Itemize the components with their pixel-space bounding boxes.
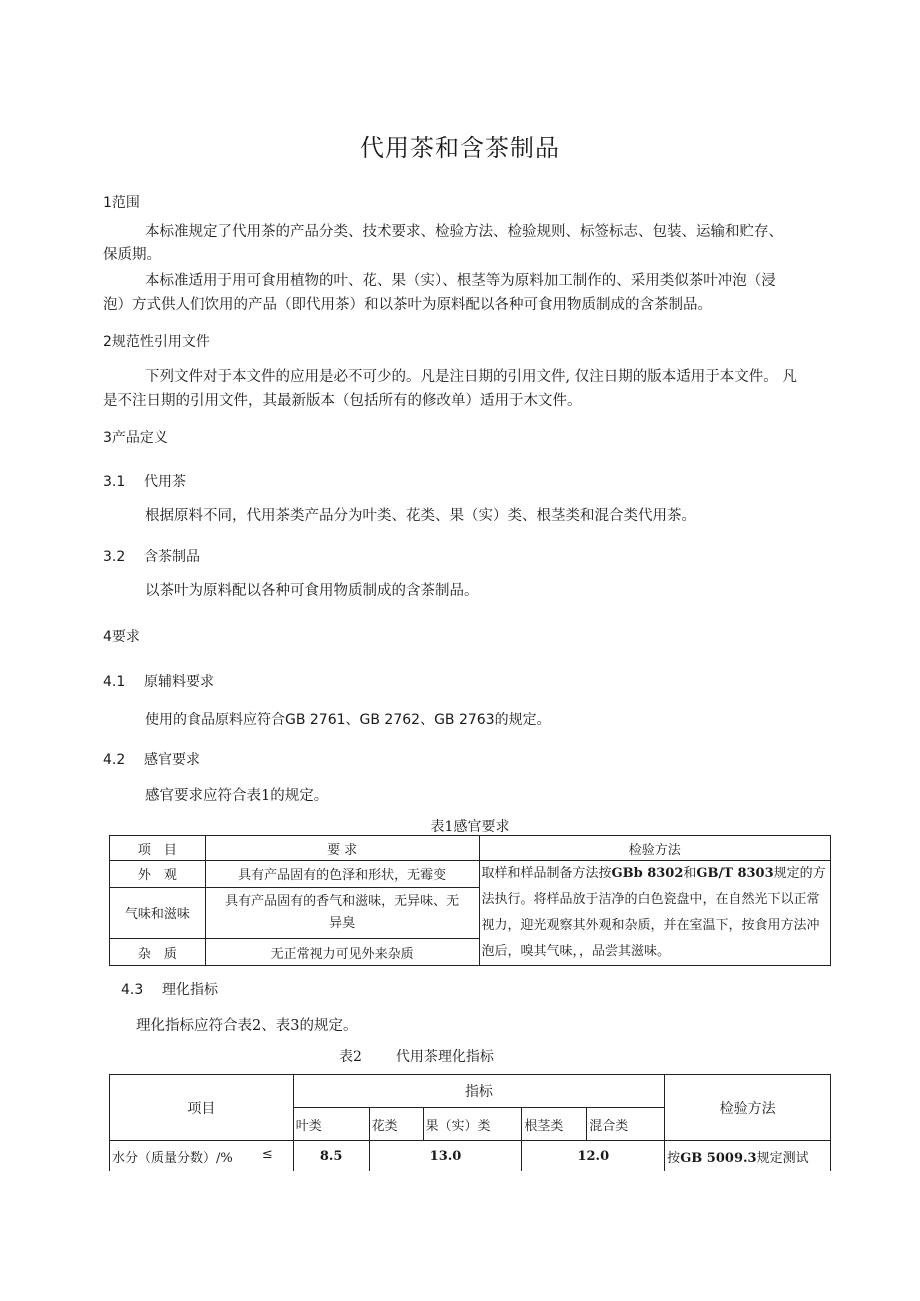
section-3-2-number: 3.2 <box>103 549 126 565</box>
table-2-col-flower: 花类 <box>369 1108 423 1141</box>
table-2-value-leaf-text: 8.5 <box>319 1148 343 1164</box>
table-row <box>110 1141 831 1172</box>
section-4-2-heading <box>103 749 200 769</box>
section-4-2-number: 4.2 <box>103 752 126 768</box>
table-1-header-requirement: 要 求 <box>205 836 479 861</box>
section-1-para-1a: 本标准规定了代用茶的产品分类、技术要求、检验方法、检验规则、标签标志、包装、运输和贮存、 <box>145 224 783 240</box>
section-3-1-title: 代用茶 <box>144 474 186 490</box>
table-2-header-item: 项目 <box>110 1075 294 1141</box>
section-3-2-text: 以茶叶为原料配以各种可食用物质制成的含茶制品。 <box>145 583 479 599</box>
section-2-para-a: 下列文件对于本文件的应用是必不可少的。凡是注日期的引用文件, 仅注日期的版本适用于本文件。 凡 <box>145 369 797 385</box>
section-4-1-text: 使用的食品原料应符合GB 2761、GB 2762、GB 2763的规定。 <box>145 712 551 728</box>
table-1-method-std2: GB/T 8303 <box>696 866 774 881</box>
section-4-2-title: 感官要求 <box>144 752 200 768</box>
table-1-method-std1: GBb 8302 <box>611 866 684 881</box>
table-2-method-post: 规定测试 <box>756 1150 809 1166</box>
section-4-2-text: 感官要求应符合表1的规定。 <box>145 788 329 804</box>
table-2-col-root: 根茎类 <box>522 1108 587 1141</box>
table-1-requirement: 具有产品固有的香气和滋味，无异味、无异臭 <box>205 887 479 939</box>
section-4-heading: 4要求 <box>103 629 140 645</box>
section-3-1-heading <box>103 471 186 491</box>
table-2-col-leaf: 叶类 <box>293 1108 369 1141</box>
table-2-row-label: 水分（质量分数）/% <box>112 1150 233 1166</box>
section-3-2-heading <box>103 546 200 566</box>
section-4-1-heading <box>103 671 214 691</box>
section-4-1-number: 4.1 <box>103 674 126 690</box>
table-row <box>110 1075 831 1108</box>
table-row <box>110 861 831 888</box>
section-2-heading: 2规范性引用文件 <box>103 334 210 350</box>
section-1-para-2b: 泡）方式供人们饮用的产品（即代用茶）和以茶叶为原料配以各种可食用物质制成的含茶制品。 <box>103 297 712 313</box>
section-4-1-title: 原辅料要求 <box>144 674 214 690</box>
table-2-value-leaf <box>293 1141 369 1172</box>
table-2-row-item <box>110 1141 294 1172</box>
table-2-method <box>665 1141 831 1172</box>
table-2-header-method: 检验方法 <box>665 1075 831 1141</box>
section-4-3-text: 理化指标应符合表2、表3的规定。 <box>136 1018 358 1034</box>
table-2-value-flower-fruit <box>369 1141 522 1172</box>
section-3-1-text: 根据原料不同，代用茶类产品分为叶类、花类、果（实）类、根茎类和混合类代用茶。 <box>145 508 696 524</box>
table-1-method-cell <box>479 861 831 966</box>
section-3-heading: 3产品定义 <box>103 430 168 446</box>
section-4-3-number: 4.3 <box>121 982 144 998</box>
table-2-header-index: 指标 <box>293 1075 664 1108</box>
table-1-item: 气味和滋味 <box>110 887 206 939</box>
table-1-header-item: 项 目 <box>110 836 206 861</box>
table-2-value-flower-fruit-text: 13.0 <box>429 1148 462 1164</box>
section-4-3-title: 理化指标 <box>162 982 218 998</box>
table-2-value-root-mixed <box>522 1141 665 1172</box>
table-2-caption <box>339 1046 494 1066</box>
table-1-method-pre: 取样和样品制备方法按 <box>481 866 612 881</box>
table-2-caption-title: 代用茶理化指标 <box>395 1049 494 1065</box>
table-2-caption-number: 表2 <box>339 1049 362 1065</box>
table-1-caption: 表1感官要求 <box>430 819 510 835</box>
table-row <box>110 836 831 861</box>
table-2-row-symbol: ≤ <box>261 1146 273 1162</box>
page-title: 代用茶和含茶制品 <box>360 134 560 162</box>
section-3-1-number: 3.1 <box>103 474 126 490</box>
section-3-2-title: 含茶制品 <box>144 549 200 565</box>
section-1-para-1b: 保质期。 <box>103 247 161 263</box>
table-2-method-pre: 按 <box>667 1150 681 1166</box>
table-2-value-root-mixed-text: 12.0 <box>577 1148 610 1164</box>
table-1-item: 外 观 <box>110 861 206 888</box>
section-1-para-2a: 本标准适用于用可食用植物的叶、花、果（实）、根茎等为原料加工制作的、采用类似茶叶冲泡（浸 <box>145 273 776 289</box>
table-1-sensory <box>109 835 831 966</box>
table-2-col-mixed: 混合类 <box>587 1108 665 1141</box>
table-1-header-method: 检验方法 <box>479 836 831 861</box>
table-1-requirement: 无正常视力可见外来杂质 <box>205 939 479 966</box>
section-2-para-b: 是不注日期的引用文件，其最新版本（包括所有的修改单）适用于木文件。 <box>103 393 582 409</box>
section-1-heading: 1范围 <box>103 195 140 211</box>
table-2-col-fruit: 果（实）类 <box>423 1108 522 1141</box>
table-1-method-and: 和 <box>683 866 697 881</box>
table-1-method-post: 规定的方法执行。将样品放于洁净的白色瓷盘中，在自然光下以正常视力，迎光观察其外观和杂质，并在室温下，按食用方法冲泡后，嗅其气味，，品尝其滋味。 <box>481 866 826 959</box>
table-1-requirement: 具有产品固有的色泽和形状，无霉变 <box>205 861 479 888</box>
table-2-method-std: GB 5009.3 <box>680 1150 757 1166</box>
table-2-physchem <box>109 1074 831 1171</box>
table-1-item: 杂 质 <box>110 939 206 966</box>
section-4-3-heading <box>121 979 218 999</box>
